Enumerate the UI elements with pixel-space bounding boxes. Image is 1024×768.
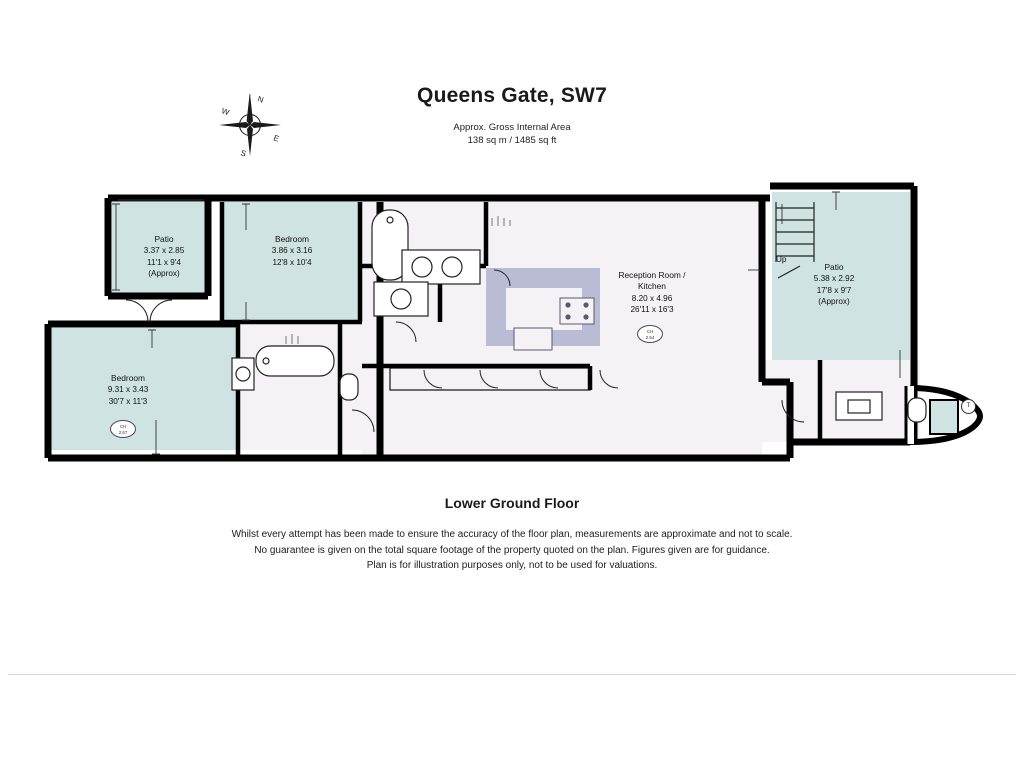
ch-marker-bedroom: CH 2.67	[110, 420, 136, 438]
stairs-up-label: Up	[776, 255, 787, 264]
disclaimer-line-3: Plan is for illustration purposes only, not to be used for valuations.	[366, 560, 658, 571]
disclaimer-text	[0, 527, 1024, 574]
area-label: Approx. Gross Internal Area	[453, 122, 571, 133]
compass-rose	[213, 88, 287, 162]
svg-text:E: E	[272, 133, 281, 144]
room-label-reception-kitchen: Reception Room / Kitchen 8.20 x 4.96 26'11 x 16'3	[618, 270, 686, 315]
disclaimer-line-2: No guarantee is given on the total square footage of the property quoted on the plan. Figures given are for guidance.	[254, 544, 770, 556]
tank-marker: T	[961, 399, 976, 414]
room-label-bedroom-lower: Bedroom 9.31 x 3.43 30'7 x 11'3	[107, 373, 149, 406]
floor-name: Lower Ground Floor	[444, 495, 580, 511]
disclaimer-line-1: Whilst every attempt has been made to ensure the accuracy of the floor plan, measurements are approximate and not to scale.	[231, 529, 793, 540]
svg-text:S: S	[239, 148, 248, 159]
floor-plan-drawing	[0, 170, 1024, 480]
area-value: 138 sq m / 1485 sq ft	[467, 135, 557, 146]
page-title: Queens Gate, SW7	[417, 84, 607, 107]
svg-text:W: W	[220, 106, 231, 118]
ch-marker-reception: CH 2.54	[637, 325, 663, 343]
room-label-patio-left: Patio 3.37 x 2.85 11'1 x 9'4 (Approx)	[143, 234, 185, 279]
footer-divider	[8, 674, 1016, 675]
svg-text:N: N	[256, 94, 265, 105]
room-label-patio-right: Patio 5.38 x 2.92 17'8 x 9'7 (Approx)	[813, 262, 855, 307]
area-summary	[0, 121, 1024, 147]
room-label-bedroom-upper: Bedroom 3.86 x 3.16 12'8 x 10'4	[271, 234, 313, 267]
